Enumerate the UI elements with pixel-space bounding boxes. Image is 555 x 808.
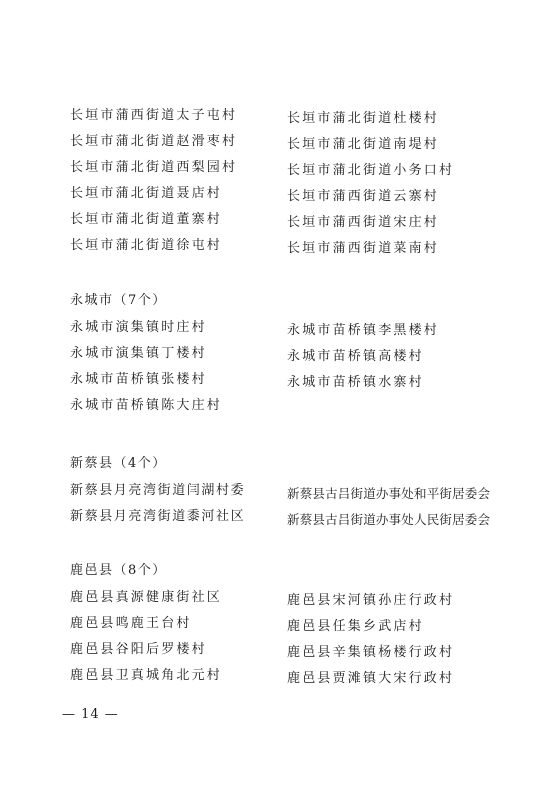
list-item: 长垣市蒲西街道菜南村 xyxy=(287,241,440,256)
list-item: 长垣市蒲北街道赵滑枣村 xyxy=(70,134,238,149)
list-item: 鹿邑县宋河镇孙庄行政村 xyxy=(287,593,455,608)
list-item: 鹿邑县任集乡武店村 xyxy=(287,619,424,634)
right-column xyxy=(287,588,454,692)
list-item: 永城市演集镇丁楼村 xyxy=(70,346,207,361)
right-column xyxy=(287,106,454,262)
list-item: 鹿邑县谷阳后罗楼村 xyxy=(70,642,207,657)
list-item: 永城市苗桥镇高楼村 xyxy=(287,349,424,364)
list-item: 长垣市蒲北街道小务口村 xyxy=(287,163,455,178)
left-column xyxy=(70,585,222,689)
list-item: 新蔡县月亮湾街道黍河社区 xyxy=(70,509,246,524)
list-item: 新蔡县古吕街道办事处和平街居委会 xyxy=(287,486,491,501)
list-item: 永城市苗桥镇陈大庄村 xyxy=(70,398,223,413)
list-item: 永城市苗桥镇水寨村 xyxy=(287,375,424,390)
list-item: 新蔡县月亮湾街道闫湖村委 xyxy=(70,483,246,498)
list-item: 鹿邑县贾滩镇大宋行政村 xyxy=(287,671,455,686)
list-item: 永城市苗桥镇李黑楼村 xyxy=(287,323,440,338)
left-column xyxy=(70,103,237,259)
list-item: 鹿邑县卫真城角北元村 xyxy=(70,668,223,683)
list-item: 长垣市蒲西街道云寨村 xyxy=(287,189,440,204)
list-item: 永城市苗桥镇张楼村 xyxy=(70,372,207,387)
list-item: 鹿邑县鸣鹿王台村 xyxy=(70,616,192,631)
list-item: 鹿邑县真源健康街社区 xyxy=(70,590,223,605)
list-item: 长垣市蒲北街道聂店村 xyxy=(70,186,223,201)
page-number: — 14 — xyxy=(62,707,119,722)
list-item: 永城市演集镇时庄村 xyxy=(70,320,207,335)
list-item: 长垣市蒲北街道西梨园村 xyxy=(70,160,238,175)
left-column xyxy=(70,315,222,419)
right-column xyxy=(287,318,439,396)
list-item: 长垣市蒲北街道南堤村 xyxy=(287,137,440,152)
list-item: 长垣市蒲北街道徐屯村 xyxy=(70,238,223,253)
section-heading: 新蔡县（4个） xyxy=(70,456,167,471)
list-item: 长垣市蒲西街道宋庄村 xyxy=(287,215,440,230)
list-item: 新蔡县古吕街道办事处人民街居委会 xyxy=(287,512,491,527)
list-item: 鹿邑县辛集镇杨楼行政村 xyxy=(287,645,455,660)
list-item: 长垣市蒲北街道杜楼村 xyxy=(287,111,440,126)
list-item: 长垣市蒲北街道董寨村 xyxy=(70,212,223,227)
section-heading: 鹿邑县（8个） xyxy=(70,563,167,578)
list-item: 长垣市蒲西街道太子屯村 xyxy=(70,108,238,123)
section-heading: 永城市（7个） xyxy=(70,293,167,308)
left-column xyxy=(70,478,245,530)
right-column xyxy=(287,481,490,533)
